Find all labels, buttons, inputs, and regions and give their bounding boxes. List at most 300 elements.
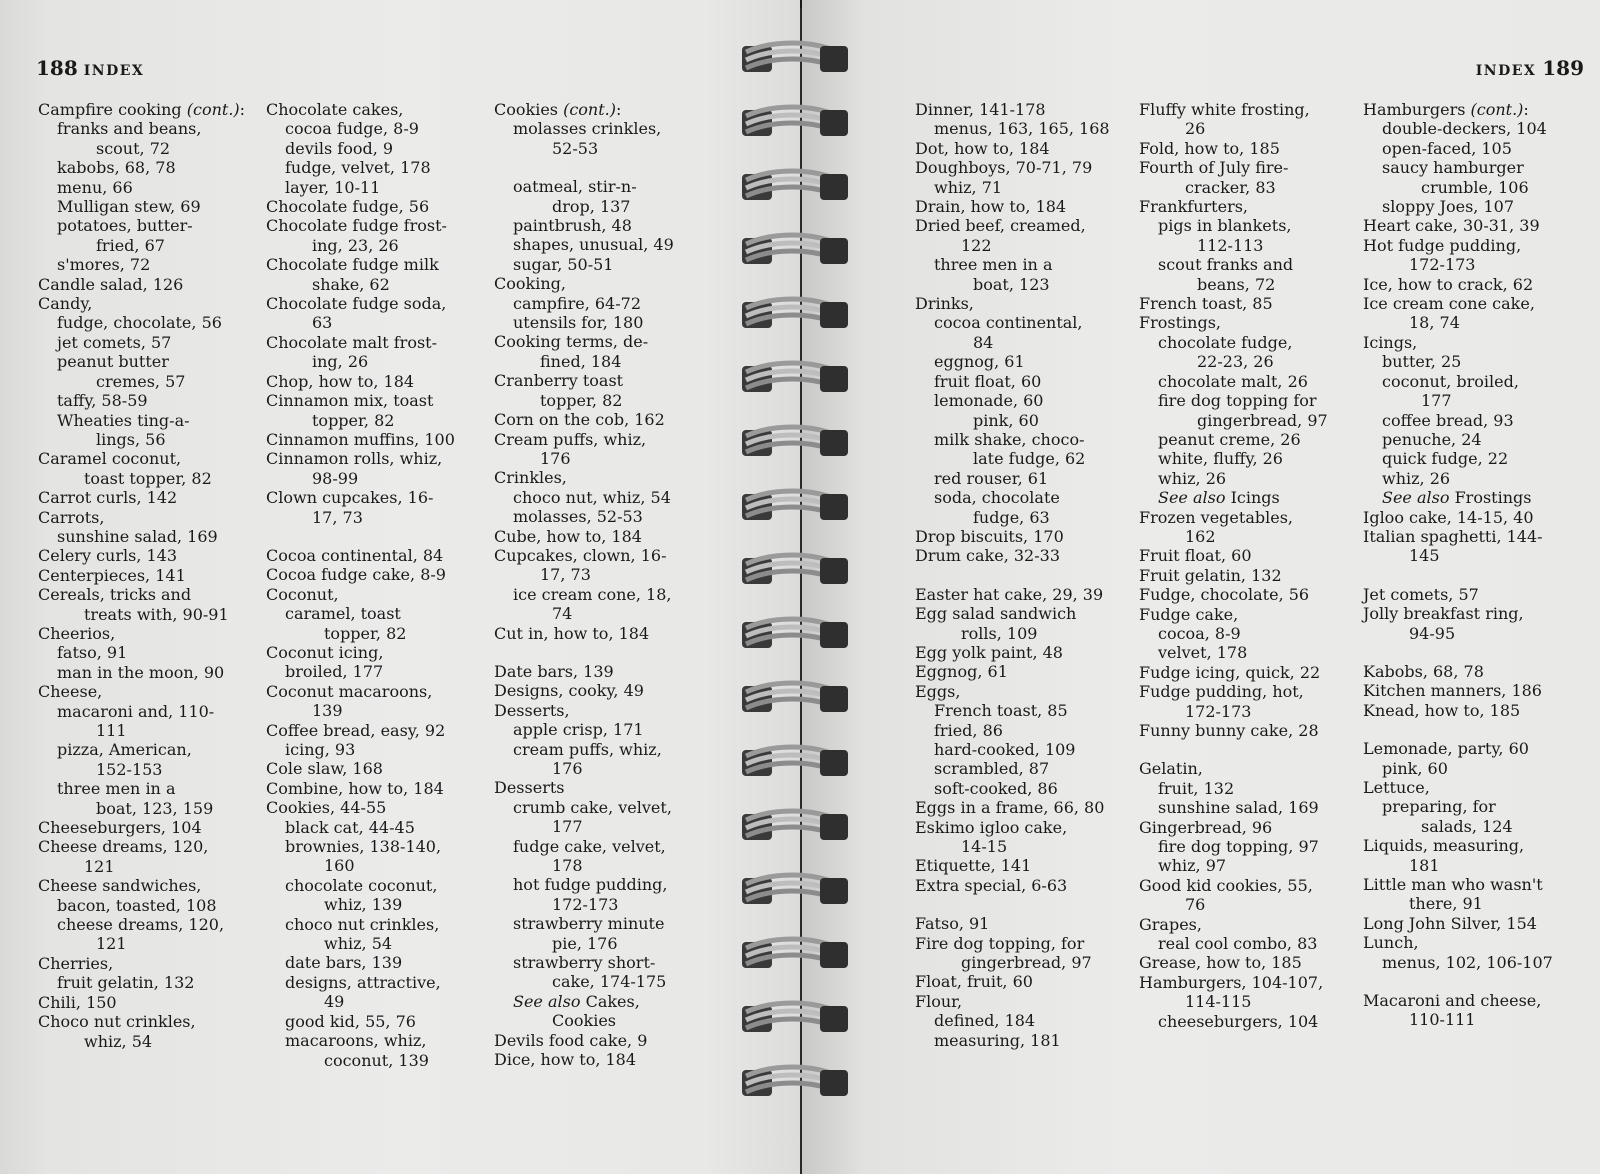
index-subentry: molasses, 52-53: [513, 507, 643, 527]
index-entry: Cooking,: [494, 274, 566, 294]
index-gap: [1139, 740, 1328, 759]
index-entry: Crinkles,: [494, 468, 567, 488]
index-subentry: whiz, 26: [1382, 468, 1451, 488]
index-subentry: 22-23, 26: [1197, 352, 1274, 372]
spiral-coil: [742, 936, 852, 976]
index-entry: Coconut macaroons,: [266, 681, 433, 701]
index-subentry: See also Cakes,: [513, 991, 640, 1011]
index-subentry: white, fluffy, 26: [1158, 449, 1283, 469]
index-gap: [915, 895, 1110, 914]
index-entry: Doughboys, 70-71, 79: [915, 158, 1093, 178]
index-subentry: 112-113: [1197, 235, 1264, 255]
index-subentry: black cat, 44-45: [285, 817, 415, 837]
index-subentry: man in the moon, 90: [57, 662, 225, 682]
index-subentry: 98-99: [312, 468, 359, 488]
index-gap: [494, 643, 674, 662]
index-entry: Egg salad sandwich: [915, 604, 1077, 624]
spiral-coil: [742, 296, 852, 336]
index-subentry: layer, 10-11: [285, 177, 381, 197]
index-entry: Chocolate malt frost-: [266, 332, 438, 352]
right-page-header: [1470, 56, 1584, 80]
index-subentry: bacon, toasted, 108: [57, 895, 217, 915]
index-gap: [1363, 643, 1553, 662]
index-subentry: cake, 174-175: [552, 972, 667, 992]
index-entry: Hamburgers, 104-107,: [1139, 972, 1324, 992]
index-subentry: topper, 82: [312, 410, 395, 430]
index-subentry: 181: [1409, 855, 1440, 875]
index-entry: Heart cake, 30-31, 39: [1363, 216, 1540, 236]
index-entry: Chop, how to, 184: [266, 371, 415, 391]
index-subentry: whiz, 97: [1158, 856, 1227, 876]
index-entry: Ice, how to crack, 62: [1363, 274, 1534, 294]
index-entry: Cinnamon rolls, whiz,: [266, 449, 443, 469]
index-subentry: peanut butter: [57, 352, 169, 372]
index-entry: Cereals, tricks and: [38, 585, 192, 605]
index-subentry: there, 91: [1409, 894, 1483, 914]
index-entry: Dot, how to, 184: [915, 138, 1050, 158]
index-subentry: treats with, 90-91: [84, 604, 229, 624]
index-subentry: 84: [973, 332, 994, 352]
index-entry: Lunch,: [1363, 933, 1419, 953]
index-subentry: See also Icings: [1158, 488, 1280, 508]
index-subentry: pie, 176: [552, 933, 618, 953]
spiral-coil: [742, 104, 852, 144]
index-entry: Etiquette, 141: [915, 856, 1032, 876]
index-subentry: boat, 123: [973, 274, 1050, 294]
spiral-coil: [742, 40, 852, 80]
index-entry: Cheerios,: [38, 623, 116, 643]
index-subentry: franks and beans,: [57, 119, 202, 139]
right-column-2: [1139, 100, 1328, 1031]
index-subentry: fire dog topping for: [1158, 391, 1317, 411]
index-entry: Gingerbread, 96: [1139, 817, 1273, 837]
index-subentry: 111: [96, 721, 127, 740]
index-entry: Easter hat cake, 29, 39: [915, 584, 1104, 604]
index-entry: Macaroni and cheese,: [1363, 991, 1542, 1011]
index-subentry: 18, 74: [1409, 313, 1460, 333]
index-subentry: menu, 66: [57, 177, 133, 197]
index-entry: Knead, how to, 185: [1363, 700, 1521, 720]
index-subentry: drop, 137: [552, 196, 631, 216]
index-entry: Hamburgers (cont.):: [1363, 100, 1529, 119]
index-gap: [1363, 972, 1553, 991]
index-subentry: cocoa, 8-9: [1158, 623, 1241, 643]
index-entry: Ice cream cone cake,: [1363, 294, 1535, 314]
index-subentry: coconut, 139: [324, 1050, 429, 1070]
index-subentry: 121: [84, 856, 115, 876]
index-subentry: crumb cake, velvet,: [513, 797, 672, 817]
index-gap: [494, 158, 674, 177]
index-entry: Cocoa fudge cake, 8-9: [266, 565, 446, 585]
index-entry: Eggs,: [915, 681, 961, 701]
index-subentry: jet comets, 57: [57, 332, 172, 352]
index-subentry: fried, 67: [96, 235, 165, 255]
index-entry: Cookies, 44-55: [266, 798, 387, 818]
left-page-header: [36, 56, 150, 80]
index-subentry: rolls, 109: [961, 623, 1038, 643]
index-entry: Cookies (cont.):: [494, 100, 622, 119]
index-subentry: 17, 73: [540, 565, 591, 585]
index-subentry: whiz, 26: [1158, 468, 1227, 488]
index-subentry: ing, 26: [312, 352, 369, 372]
index-entry: Cherries,: [38, 953, 114, 973]
index-subentry: boat, 123, 159: [96, 798, 214, 818]
right-page: [802, 0, 1600, 1174]
index-entry: Float, fruit, 60: [915, 972, 1033, 992]
index-entry: Little man who wasn't: [1363, 875, 1543, 895]
index-entry: Cream puffs, whiz,: [494, 429, 647, 449]
index-subentry: scout, 72: [96, 138, 171, 158]
index-subentry: menus, 102, 106-107: [1382, 952, 1553, 972]
index-entry: Dice, how to, 184: [494, 1050, 637, 1070]
index-entry: Jolly breakfast ring,: [1363, 604, 1524, 624]
index-entry: Good kid cookies, 55,: [1139, 875, 1313, 895]
index-subentry: chocolate coconut,: [285, 875, 438, 895]
index-subentry: choco nut crinkles,: [285, 914, 440, 934]
index-entry: Grapes,: [1139, 914, 1202, 934]
index-subentry: taffy, 58-59: [57, 391, 148, 411]
index-subentry: coffee bread, 93: [1382, 410, 1514, 430]
index-entry: Hot fudge pudding,: [1363, 235, 1522, 255]
index-entry: Drum cake, 32-33: [915, 546, 1060, 566]
index-subentry: caramel, toast: [285, 604, 401, 624]
spiral-coil: [742, 360, 852, 400]
index-entry: Celery curls, 143: [38, 546, 178, 566]
index-entry: Eggs in a frame, 66, 80: [915, 798, 1105, 818]
index-subentry: Cookies: [552, 1011, 616, 1031]
spiral-coil: [742, 744, 852, 784]
index-subentry: devils food, 9: [285, 138, 394, 158]
index-subentry: salads, 124: [1421, 816, 1513, 836]
index-entry: Centerpieces, 141: [38, 565, 186, 585]
index-subentry: gingerbread, 97: [961, 953, 1092, 973]
index-entry: Kabobs, 68, 78: [1363, 661, 1484, 681]
index-entry: Cooking terms, de-: [494, 332, 649, 352]
index-subentry: campfire, 64-72: [513, 293, 641, 313]
index-subentry: toast topper, 82: [84, 468, 212, 488]
index-subentry: three men in a: [57, 779, 176, 799]
index-subentry: Wheaties ting-a-: [57, 410, 190, 430]
index-subentry: soda, chocolate: [934, 488, 1060, 508]
index-subentry: 162: [1185, 526, 1216, 546]
index-entry: Gelatin,: [1139, 759, 1203, 779]
index-entry: Caramel coconut,: [38, 449, 182, 469]
left-column-1: [38, 100, 245, 1051]
index-entry: Carrots,: [38, 507, 105, 527]
index-subentry: defined, 184: [934, 1011, 1036, 1031]
index-subentry: utensils for, 180: [513, 313, 644, 333]
index-entry: Desserts,: [494, 700, 570, 720]
index-entry: Lemonade, party, 60: [1363, 739, 1529, 759]
index-entry: Cole slaw, 168: [266, 759, 383, 779]
index-subentry: milk shake, choco-: [934, 429, 1085, 449]
index-subentry: kabobs, 68, 78: [57, 158, 176, 178]
index-subentry: hard-cooked, 109: [934, 740, 1076, 759]
index-entry: Candle salad, 126: [38, 274, 184, 294]
index-subentry: peanut creme, 26: [1158, 429, 1301, 449]
index-entry: Icings,: [1363, 332, 1418, 352]
index-subentry: quick fudge, 22: [1382, 449, 1509, 469]
index-subentry: red rouser, 61: [934, 468, 1049, 488]
index-subentry: whiz, 139: [324, 895, 403, 915]
index-entry: Italian spaghetti, 144-: [1363, 526, 1543, 546]
index-subentry: French toast, 85: [934, 701, 1068, 721]
index-subentry: eggnog, 61: [934, 352, 1025, 372]
index-subentry: cheeseburgers, 104: [1158, 1011, 1319, 1031]
index-entry: Designs, cooky, 49: [494, 681, 644, 701]
index-entry: Liquids, measuring,: [1363, 836, 1525, 856]
index-entry: Cinnamon mix, toast: [266, 391, 434, 411]
index-subentry: whiz, 71: [934, 177, 1003, 197]
index-entry: Candy,: [38, 294, 93, 314]
index-entry: Extra special, 6-63: [915, 875, 1068, 895]
index-subentry: fudge, 63: [973, 507, 1050, 527]
index-subentry: chocolate fudge,: [1158, 332, 1293, 352]
index-subentry: lemonade, 60: [934, 391, 1044, 411]
index-subentry: fudge, velvet, 178: [285, 158, 431, 178]
index-subentry: icing, 93: [285, 740, 356, 759]
index-subentry: scrambled, 87: [934, 759, 1050, 779]
index-entry: Coconut icing,: [266, 642, 384, 662]
index-subentry: crumble, 106: [1421, 177, 1529, 197]
index-entry: Frozen vegetables,: [1139, 507, 1293, 527]
spiral-coil: [742, 232, 852, 272]
index-subentry: designs, attractive,: [285, 972, 441, 992]
index-entry: Date bars, 139: [494, 661, 614, 681]
index-subentry: hot fudge pudding,: [513, 875, 668, 895]
index-subentry: macaroni and, 110-: [57, 701, 215, 721]
index-subentry: lings, 56: [96, 429, 166, 449]
left-column-3: [494, 100, 674, 1070]
index-entry: Cupcakes, clown, 16-: [494, 545, 667, 565]
index-subentry: pizza, American,: [57, 740, 192, 760]
index-subentry: 172-173: [552, 894, 619, 914]
index-entry: Chocolate fudge, 56: [266, 197, 430, 217]
index-subentry: soft-cooked, 86: [934, 778, 1058, 798]
index-entry: Flour,: [915, 991, 963, 1011]
index-subentry: sloppy Joes, 107: [1382, 197, 1515, 217]
index-subentry: scout franks and: [1158, 255, 1294, 275]
index-subentry: velvet, 178: [1158, 643, 1248, 663]
left-page-number: 188: [36, 56, 78, 80]
index-subentry: date bars, 139: [285, 953, 403, 973]
right-header-label: INDEX: [1475, 63, 1537, 79]
index-entry: Grease, how to, 185: [1139, 953, 1302, 973]
index-entry: Fire dog topping, for: [915, 933, 1085, 953]
index-subentry: gingerbread, 97: [1197, 410, 1328, 430]
index-subentry: 172-173: [1185, 701, 1252, 721]
index-entry: Carrot curls, 142: [38, 488, 178, 508]
index-entry: Coffee bread, easy, 92: [266, 720, 446, 740]
index-subentry: butter, 25: [1382, 352, 1462, 372]
spiral-coil: [742, 424, 852, 464]
index-subentry: ice cream cone, 18,: [513, 584, 672, 604]
index-subentry: fire dog topping, 97: [1158, 837, 1319, 857]
index-subentry: late fudge, 62: [973, 449, 1086, 469]
index-entry: Choco nut crinkles,: [38, 1012, 196, 1032]
index-subentry: Mulligan stew, 69: [57, 197, 201, 217]
index-subentry: pink, 60: [1382, 758, 1448, 778]
index-subentry: brownies, 138-140,: [285, 837, 442, 857]
index-subentry: 26: [1185, 119, 1206, 139]
index-entry: Long John Silver, 154: [1363, 913, 1537, 933]
index-entry: Fruit gelatin, 132: [1139, 565, 1282, 585]
index-subentry: 52-53: [552, 138, 599, 158]
index-entry: Chocolate fudge soda,: [266, 294, 447, 314]
right-column-1: [915, 100, 1110, 1050]
index-subentry: See also Frostings: [1382, 488, 1532, 508]
index-subentry: 17, 73: [312, 507, 363, 527]
index-subentry: shapes, unusual, 49: [513, 235, 674, 255]
index-entry: Fluffy white frosting,: [1139, 100, 1310, 119]
spiral-binding: [742, 0, 852, 1174]
index-entry: Frostings,: [1139, 313, 1221, 333]
spiral-coil: [742, 808, 852, 848]
index-subentry: 76: [1185, 895, 1206, 915]
index-entry: Combine, how to, 184: [266, 778, 444, 798]
index-subentry: good kid, 55, 76: [285, 1011, 416, 1031]
index-subentry: 176: [552, 759, 583, 778]
index-subentry: fruit float, 60: [934, 371, 1042, 391]
index-entry: Fudge, chocolate, 56: [1139, 585, 1310, 605]
index-entry: Coconut,: [266, 584, 339, 604]
index-entry: Cheese dreams, 120,: [38, 837, 209, 857]
index-subentry: fudge, chocolate, 56: [57, 313, 222, 333]
index-subentry: double-deckers, 104: [1382, 119, 1547, 139]
index-subentry: measuring, 181: [934, 1030, 1061, 1050]
index-entry: Igloo cake, 14-15, 40: [1363, 507, 1534, 527]
index-entry: Cheeseburgers, 104: [38, 818, 202, 838]
index-entry: Fudge icing, quick, 22: [1139, 662, 1321, 682]
index-subentry: 121: [96, 934, 127, 954]
index-subentry: 139: [312, 701, 343, 721]
spiral-coil: [742, 488, 852, 528]
spiral-coil: [742, 872, 852, 912]
index-subentry: fudge cake, velvet,: [513, 836, 666, 856]
index-entry: Chili, 150: [38, 992, 117, 1012]
index-entry: Eskimo igloo cake,: [915, 817, 1068, 837]
index-entry: Chocolate fudge milk: [266, 255, 439, 275]
index-entry: Fudge pudding, hot,: [1139, 682, 1304, 702]
index-entry: Drinks,: [915, 294, 974, 314]
index-subentry: coconut, broiled,: [1382, 371, 1519, 391]
index-subentry: shake, 62: [312, 274, 390, 294]
index-subentry: saucy hamburger: [1382, 158, 1524, 178]
right-page-number: 189: [1542, 56, 1584, 80]
index-subentry: beans, 72: [1197, 274, 1276, 294]
index-entry: Fruit float, 60: [1139, 546, 1252, 566]
index-subentry: broiled, 177: [285, 662, 384, 682]
spiral-coil: [742, 1064, 852, 1104]
index-subentry: cheese dreams, 120,: [57, 915, 225, 935]
index-entry: Chocolate fudge frost-: [266, 216, 447, 236]
index-entry: Fatso, 91: [915, 914, 990, 934]
index-entry: Desserts: [494, 778, 565, 798]
left-column-2: [266, 100, 455, 1070]
index-subentry: cream puffs, whiz,: [513, 739, 662, 759]
index-subentry: whiz, 54: [84, 1031, 153, 1051]
index-subentry: 114-115: [1185, 992, 1252, 1012]
index-entry: Egg yolk paint, 48: [915, 642, 1063, 662]
index-entry: Corn on the cob, 162: [494, 410, 665, 430]
index-subentry: pigs in blankets,: [1158, 216, 1292, 236]
index-subentry: pink, 60: [973, 410, 1039, 430]
index-subentry: sunshine salad, 169: [57, 526, 218, 546]
index-entry: Cube, how to, 184: [494, 526, 642, 546]
index-entry: Jet comets, 57: [1363, 584, 1479, 604]
index-subentry: fried, 86: [934, 720, 1003, 740]
index-subentry: 63: [312, 313, 333, 333]
index-entry: Dried beef, creamed,: [915, 216, 1086, 236]
index-subentry: 110-111: [1409, 1010, 1476, 1030]
spiral-coil: [742, 168, 852, 208]
index-entry: Cheese sandwiches,: [38, 876, 202, 896]
spiral-coil: [742, 616, 852, 656]
index-subentry: molasses crinkles,: [513, 119, 662, 139]
index-subentry: real cool combo, 83: [1158, 934, 1318, 954]
index-entry: Chocolate cakes,: [266, 100, 404, 119]
index-subentry: three men in a: [934, 255, 1053, 275]
index-subentry: cocoa continental,: [934, 313, 1083, 333]
index-subentry: 178: [552, 856, 583, 876]
index-subentry: cocoa fudge, 8-9: [285, 119, 419, 139]
left-header-label: INDEX: [83, 63, 145, 79]
index-entry: Clown cupcakes, 16-: [266, 488, 434, 508]
index-subentry: fruit gelatin, 132: [57, 973, 195, 993]
index-subentry: topper, 82: [324, 623, 407, 643]
index-entry: Lettuce,: [1363, 778, 1430, 797]
index-subentry: menus, 163, 165, 168: [934, 119, 1110, 139]
index-subentry: s'mores, 72: [57, 255, 151, 275]
spiral-coil: [742, 552, 852, 592]
index-subentry: chocolate malt, 26: [1158, 371, 1308, 391]
index-subentry: 122: [961, 235, 992, 255]
index-gap: [1363, 720, 1553, 739]
index-subentry: apple crisp, 171: [513, 720, 644, 740]
index-subentry: potatoes, butter-: [57, 216, 193, 236]
index-entry: Fold, how to, 185: [1139, 138, 1280, 158]
index-subentry: preparing, for: [1382, 797, 1496, 817]
index-subentry: 152-153: [96, 759, 163, 779]
index-subentry: sugar, 50-51: [513, 254, 614, 274]
index-subentry: 177: [552, 817, 583, 837]
index-subentry: sunshine salad, 169: [1158, 798, 1319, 818]
index-gap: [1363, 566, 1553, 585]
index-subentry: 177: [1421, 391, 1452, 411]
spiral-coil: [742, 1000, 852, 1040]
index-subentry: fatso, 91: [57, 643, 128, 663]
index-subentry: oatmeal, stir-n-: [513, 177, 637, 197]
index-entry: Funny bunny cake, 28: [1139, 721, 1319, 740]
index-subentry: cracker, 83: [1185, 177, 1276, 197]
index-subentry: strawberry minute: [513, 914, 665, 934]
index-subentry: 94-95: [1409, 623, 1456, 643]
index-entry: Dinner, 141-178: [915, 100, 1046, 119]
index-subentry: 176: [540, 448, 571, 468]
index-entry: Cocoa continental, 84: [266, 545, 444, 565]
index-entry: Fudge cake,: [1139, 604, 1239, 624]
index-subentry: 172-173: [1409, 255, 1476, 275]
index-entry: Fourth of July fire-: [1139, 158, 1289, 178]
index-subentry: penuche, 24: [1382, 429, 1482, 449]
index-gap: [266, 527, 455, 546]
index-subentry: 74: [552, 604, 573, 624]
index-subentry: 145: [1409, 546, 1440, 566]
index-gap: [915, 566, 1110, 585]
index-subentry: ing, 23, 26: [312, 235, 399, 255]
index-entry: Kitchen manners, 186: [1363, 681, 1542, 701]
index-subentry: fruit, 132: [1158, 778, 1235, 798]
